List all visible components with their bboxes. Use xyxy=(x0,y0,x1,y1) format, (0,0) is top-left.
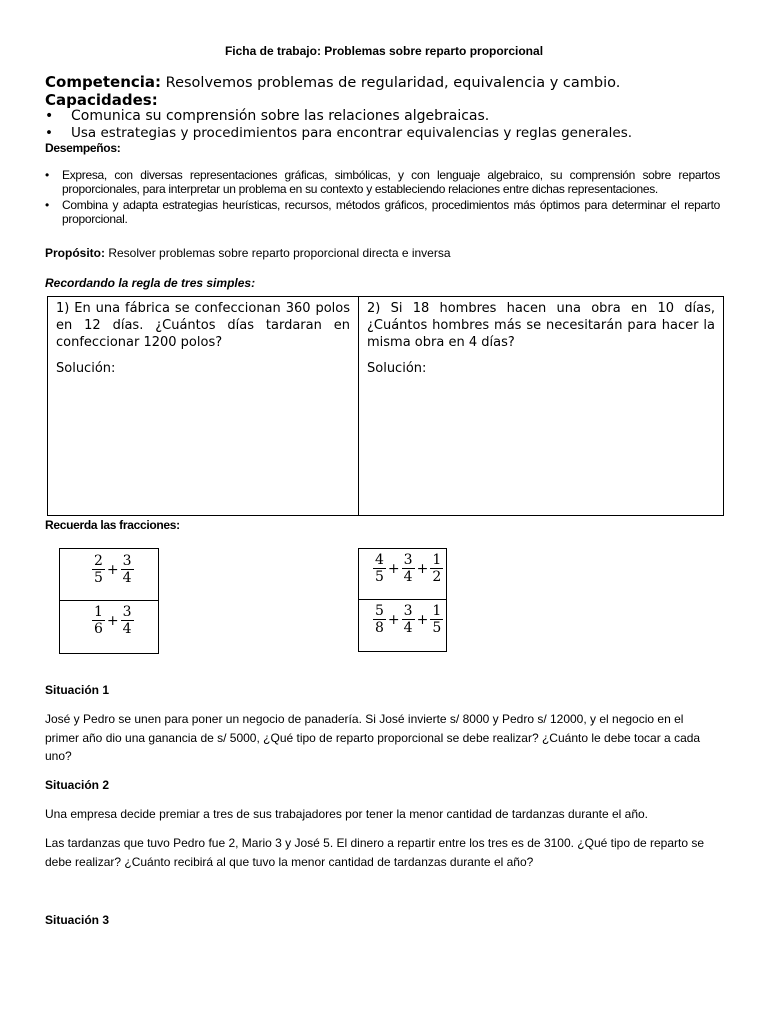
regla-label: Recordando la regla de tres simples: xyxy=(45,276,256,290)
solution-label: Solución: xyxy=(56,361,116,376)
box-divider xyxy=(359,599,446,600)
situacion-1-label: Situación 1 xyxy=(45,683,110,697)
proposito-label: Propósito: xyxy=(45,246,105,260)
problem-text: 2) Si 18 hombres hacen una obra en 10 días, ¿Cuántos hombres más se necesitarán para hacer la misma obra en 4 días? xyxy=(367,301,715,350)
fraction-expression: $\frac{4}{5}$ + $\frac{3}{4}$ + $\frac{1}{2}$ xyxy=(375,552,442,585)
capacidad-text: Comunica su comprensión sobre las relaciones algebraicas. xyxy=(71,108,490,124)
fraction-expression: $\frac{1}{6}$ + $\frac{3}{4}$ xyxy=(94,604,132,637)
desempeno-text: Expresa, con diversas representaciones gráficas, simbólicas, y con lenguaje algebraico, su comprensión sobre repartos proporcionales, para interpretar un problema en su contexto y estableciendo relaciones entre dichas representaciones. xyxy=(62,168,720,196)
capacidad-text: Usa estrategias y procedimientos para encontrar equivalencias y reglas generales. xyxy=(71,125,633,141)
desempeno-text: Combina y adapta estrategias heurísticas, recursos, métodos gráficos, procedimientos más óptimos para determinar el reparto proporcional. xyxy=(62,198,720,226)
situacion-3-label: Situación 3 xyxy=(45,913,110,927)
competencia-line xyxy=(45,73,620,91)
fraction: $\frac{5}{8}$ xyxy=(375,603,384,636)
situacion-2-text-2: Las tardanzas que tuvo Pedro fue 2, Mario 3 y José 5. El dinero a repartir entre los tres es de 3100. ¿Qué tipo de reparto se debe realizar? ¿Cuánto recibirá al que tuvo la menor cantidad de tardanzas durante el año? xyxy=(45,836,705,869)
box-divider xyxy=(60,600,158,601)
desempeno-item xyxy=(45,169,720,196)
desempeno-item xyxy=(45,199,720,226)
problem-box-2 xyxy=(358,296,724,516)
bullet-icon: • xyxy=(45,125,53,141)
capacidades-label: Capacidades: xyxy=(45,91,158,109)
fraction: $\frac{3}{4}$ xyxy=(403,603,413,636)
fraction: $\frac{3}{4}$ xyxy=(122,604,132,637)
fraction: $\frac{3}{4}$ xyxy=(403,552,413,585)
competencia-text: Resolvemos problemas de regularidad, equivalencia y cambio. xyxy=(165,75,621,91)
fraction: $\frac{3}{4}$ xyxy=(122,553,132,586)
competencia-label: Competencia: xyxy=(45,73,162,91)
fraction: $\frac{1}{6}$ xyxy=(94,604,103,637)
fraction: $\frac{2}{5}$ xyxy=(94,553,103,586)
proposito-text: Resolver problemas sobre reparto proporcional directa e inversa xyxy=(108,246,451,260)
document-title: Ficha de trabajo: Problemas sobre reparto proporcional xyxy=(224,44,544,58)
fraction-expression: $\frac{2}{5}$ + $\frac{3}{4}$ xyxy=(94,553,132,586)
problem-box-1 xyxy=(47,296,359,516)
proposito-line xyxy=(45,246,451,260)
solution-label: Solución: xyxy=(367,361,427,376)
bullet-icon: • xyxy=(45,108,54,124)
fraction-box-left xyxy=(59,548,159,654)
fracciones-label: Recuerda las fracciones: xyxy=(45,518,180,532)
desempenos-label: Desempeños: xyxy=(45,141,121,155)
bullet-icon: • xyxy=(45,198,49,212)
fraction-expression: $\frac{5}{8}$ + $\frac{3}{4}$ + $\frac{1}{5}$ xyxy=(375,603,442,636)
situacion-1-text: José y Pedro se unen para poner un negocio de panadería. Si José invierte s/ 8000 y Pedro s/ 12000, y el negocio en el primer año dio una ganancia de s/ 5000, ¿Qué tipo de reparto proporcional se debe realizar? ¿Cuánto le debe tocar a cada uno? xyxy=(45,712,701,763)
fraction-box-right xyxy=(358,548,447,652)
situacion-2-label: Situación 2 xyxy=(45,778,110,792)
fraction: $\frac{4}{5}$ xyxy=(375,552,384,585)
bullet-icon: • xyxy=(45,168,49,182)
situacion-2-text-1: Una empresa decide premiar a tres de sus trabajadores por tener la menor cantidad de tardanzas durante el año. xyxy=(45,807,649,821)
fraction: $\frac{1}{5}$ xyxy=(432,603,442,636)
fraction: $\frac{1}{2}$ xyxy=(432,552,442,585)
problem-text: 1) En una fábrica se confeccionan 360 polos en 12 días. ¿Cuántos días tardaran en confeccionar 1200 polos? xyxy=(56,301,350,350)
